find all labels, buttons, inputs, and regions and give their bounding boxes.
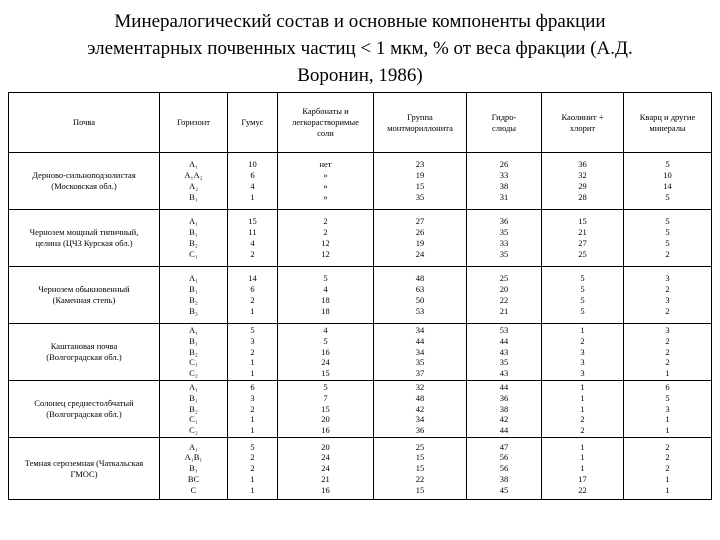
- cell-value: 2: [250, 295, 255, 305]
- cell-value: 2: [580, 414, 585, 425]
- cell-carbonates: [278, 153, 374, 210]
- cell-value: 44: [499, 425, 509, 436]
- cell-kaolinite: [542, 381, 624, 438]
- cell-value: 1: [250, 414, 255, 425]
- cell-horizon: [160, 324, 228, 381]
- cell-value: 11: [248, 227, 257, 238]
- cell-value: 5: [323, 273, 328, 284]
- cell-hydromica: [467, 381, 542, 438]
- cell-kaolinite: [542, 210, 624, 267]
- cell-value: 1: [250, 484, 255, 495]
- cell-humus: [228, 153, 278, 210]
- cell-value: 31: [499, 191, 509, 202]
- cell-value: 38: [499, 403, 509, 414]
- cell-value: 43: [499, 346, 509, 357]
- cell-value: 5: [665, 238, 670, 248]
- cell-value: 53: [415, 305, 425, 316]
- cell-value: 5: [323, 382, 328, 392]
- header-kaolinite: [542, 93, 624, 153]
- cell-value: 1: [665, 425, 670, 436]
- cell-value: 44: [415, 335, 425, 346]
- cell-value: 35: [499, 248, 509, 259]
- cell-value: (Каменная степь): [52, 295, 116, 305]
- cell-value: 1: [580, 325, 585, 335]
- cell-value: 21: [321, 473, 330, 484]
- cell-value: C₁: [189, 248, 198, 259]
- cell-quartz: [624, 153, 712, 210]
- cell-value: 32: [578, 170, 587, 181]
- cell-value: 2: [665, 452, 670, 463]
- cell-kaolinite: [542, 324, 624, 381]
- cell-value: 32: [415, 382, 425, 392]
- cell-value: 26: [499, 159, 509, 170]
- title-line-3: Воронин, 1986): [297, 65, 423, 86]
- cell-value: 2: [250, 463, 255, 474]
- cell-value: 6: [250, 382, 255, 392]
- cell-value: 27: [578, 238, 587, 248]
- cell-value: 1: [665, 414, 670, 425]
- cell-value: 12: [321, 238, 330, 248]
- table-body: [9, 153, 712, 500]
- header-horizon: [160, 93, 228, 153]
- cell-value: 3: [250, 335, 255, 346]
- cell-hydromica: [467, 438, 542, 500]
- cell-value: 48: [415, 273, 425, 284]
- cell-value: C₂: [189, 368, 198, 379]
- cell-value: 43: [499, 368, 509, 379]
- cell-value: 35: [499, 227, 509, 238]
- cell-carbonates: [278, 381, 374, 438]
- header-text: хлорит: [569, 122, 596, 133]
- cell-value: A₁: [188, 441, 199, 452]
- cell-value: 5: [665, 216, 670, 227]
- cell-value: 2: [580, 335, 585, 346]
- cell-value: 21: [499, 305, 509, 316]
- cell-value: 2: [665, 284, 670, 295]
- cell-value: 26: [415, 227, 425, 238]
- cell-value: 15: [415, 463, 425, 474]
- cell-value: 38: [499, 181, 509, 191]
- cell-soil: [9, 153, 160, 210]
- cell-value: (Московская обл.): [51, 181, 117, 191]
- cell-value: 34: [415, 325, 425, 335]
- cell-value: 15: [578, 216, 587, 227]
- header-text: минералы: [649, 122, 686, 133]
- cell-value: 1: [665, 473, 670, 484]
- cell-value: C₁: [189, 357, 198, 368]
- cell-value: 1: [580, 403, 585, 414]
- cell-value: A₁: [188, 216, 199, 227]
- cell-value: BC: [187, 473, 200, 484]
- cell-value: 45: [499, 484, 509, 495]
- cell-value: 15: [415, 181, 425, 191]
- header-text: Гидро-: [491, 111, 517, 122]
- cell-value: B₁: [189, 392, 198, 403]
- cell-horizon: [160, 438, 228, 500]
- cell-value: 56: [499, 463, 509, 474]
- cell-value: A₁A₂: [184, 170, 203, 181]
- cell-value: 3: [665, 403, 670, 414]
- cell-value: 24: [321, 357, 330, 368]
- cell-value: 25: [415, 441, 425, 452]
- cell-value: 56: [499, 452, 509, 463]
- cell-value: 2: [665, 463, 670, 474]
- cell-carbonates: [278, 438, 374, 500]
- header-text: Горизонт: [176, 117, 211, 128]
- cell-value: 2: [665, 441, 670, 452]
- cell-value: 2: [323, 216, 328, 227]
- header-hydromica: [467, 93, 542, 153]
- cell-value: A₁: [188, 382, 199, 392]
- cell-value: 7: [323, 392, 328, 403]
- cell-soil: [9, 381, 160, 438]
- cell-value: B₁: [189, 335, 198, 346]
- table-row: [9, 153, 712, 210]
- cell-value: 3: [665, 325, 670, 335]
- cell-value: 44: [499, 335, 509, 346]
- header-text: Группа: [407, 111, 433, 122]
- cell-montmorillonite: [374, 381, 467, 438]
- cell-value: 1: [250, 368, 255, 379]
- cell-quartz: [624, 381, 712, 438]
- cell-value: 34: [415, 346, 425, 357]
- cell-kaolinite: [542, 153, 624, 210]
- cell-value: 10: [248, 159, 257, 170]
- cell-value: 48: [415, 392, 425, 403]
- cell-value: C₁: [189, 414, 198, 425]
- cell-value: 5: [580, 305, 585, 316]
- cell-value: 19: [415, 238, 425, 248]
- cell-value: 23: [415, 159, 425, 170]
- cell-value: 47: [499, 441, 509, 452]
- cell-value: A₁: [188, 159, 199, 170]
- cell-value: Дерново-сильноподзолистая: [32, 170, 136, 181]
- cell-value: 5: [250, 441, 255, 452]
- cell-montmorillonite: [374, 210, 467, 267]
- cell-value: A₁B₁: [184, 452, 203, 463]
- cell-value: 3: [580, 368, 585, 379]
- cell-value: 1: [580, 392, 585, 403]
- cell-value: (Волгоградская обл.): [46, 352, 122, 362]
- header-text: слюды: [492, 122, 516, 133]
- cell-value: 36: [499, 392, 509, 403]
- cell-value: B₂: [189, 295, 198, 305]
- header-text: соли: [317, 127, 334, 138]
- cell-value: 20: [321, 414, 330, 425]
- table-row: [9, 324, 712, 381]
- cell-value: 24: [321, 452, 330, 463]
- cell-value: 16: [321, 425, 330, 436]
- cell-value: B₂: [189, 403, 198, 414]
- cell-value: 33: [499, 238, 509, 248]
- cell-value: 1: [250, 191, 255, 202]
- cell-value: 15: [248, 216, 257, 227]
- cell-value: A₂: [188, 181, 199, 191]
- cell-value: 15: [321, 403, 330, 414]
- cell-value: 27: [415, 216, 425, 227]
- mineral-composition-table: [8, 92, 712, 500]
- cell-value: 5: [580, 273, 585, 284]
- cell-value: C₂: [189, 425, 198, 436]
- cell-carbonates: [278, 267, 374, 324]
- cell-quartz: [624, 438, 712, 500]
- cell-value: 1: [580, 382, 585, 392]
- cell-horizon: [160, 210, 228, 267]
- cell-value: »: [323, 170, 328, 181]
- cell-value: 1: [580, 441, 585, 452]
- table-row: [9, 438, 712, 500]
- cell-value: 1: [665, 484, 670, 495]
- cell-value: 35: [415, 191, 425, 202]
- cell-value: A₁: [188, 325, 199, 335]
- cell-value: 3: [580, 346, 585, 357]
- cell-value: 2: [665, 346, 670, 357]
- cell-kaolinite: [542, 267, 624, 324]
- cell-value: Чернозем мощный типичный,: [29, 227, 139, 238]
- cell-value: 16: [321, 346, 330, 357]
- cell-value: Чернозем обыкновенный: [38, 284, 130, 295]
- cell-humus: [228, 210, 278, 267]
- cell-value: C: [190, 484, 197, 495]
- cell-value: Темная сероземная (Чаткальская: [24, 457, 144, 468]
- cell-value: 1: [250, 425, 255, 436]
- cell-value: 12: [321, 248, 330, 259]
- cell-value: 38: [499, 473, 509, 484]
- cell-humus: [228, 381, 278, 438]
- header-text: Гумус: [241, 117, 264, 128]
- cell-montmorillonite: [374, 438, 467, 500]
- cell-value: 6: [250, 284, 255, 295]
- cell-humus: [228, 267, 278, 324]
- cell-value: 37: [415, 368, 425, 379]
- cell-humus: [228, 324, 278, 381]
- cell-value: 21: [578, 227, 587, 238]
- cell-value: 2: [665, 305, 670, 316]
- cell-value: 29: [578, 181, 587, 191]
- cell-value: 42: [415, 403, 425, 414]
- cell-value: 24: [321, 463, 330, 474]
- cell-value: 15: [415, 484, 425, 495]
- title-line-2: элементарных почвенных частиц < 1 мкм, % от веса фракции (А.Д.: [87, 38, 633, 59]
- cell-value: 5: [665, 159, 670, 170]
- cell-value: 5: [665, 191, 670, 202]
- table-title: [40, 8, 680, 89]
- cell-value: 28: [578, 191, 587, 202]
- cell-value: 4: [250, 238, 255, 248]
- cell-value: (Волгоградская обл.): [46, 409, 122, 419]
- cell-soil: [9, 438, 160, 500]
- cell-value: 22: [415, 473, 425, 484]
- cell-montmorillonite: [374, 267, 467, 324]
- table-row: [9, 381, 712, 438]
- header-text: Кварц и другие: [639, 111, 696, 122]
- cell-value: 1: [250, 305, 255, 316]
- cell-value: 33: [499, 170, 509, 181]
- header-text: легкорастворимые: [292, 117, 359, 128]
- cell-value: 5: [580, 284, 585, 295]
- cell-horizon: [160, 153, 228, 210]
- cell-value: 3: [665, 273, 670, 284]
- cell-value: 15: [321, 368, 330, 379]
- cell-value: Каштановая почва: [50, 341, 118, 352]
- cell-soil: [9, 210, 160, 267]
- cell-value: 50: [415, 295, 425, 305]
- header-quartz: [624, 93, 712, 153]
- cell-value: 36: [415, 425, 425, 436]
- header-soil: [9, 93, 160, 153]
- header-text: Каолинит +: [561, 111, 604, 122]
- cell-value: 2: [665, 248, 670, 259]
- table-row: [9, 267, 712, 324]
- cell-value: 1: [580, 463, 585, 474]
- cell-value: 15: [415, 452, 425, 463]
- header-carbonates: [278, 93, 374, 153]
- cell-value: B₃: [189, 305, 198, 316]
- table-row: [9, 210, 712, 267]
- cell-value: 2: [323, 227, 328, 238]
- cell-value: 6: [250, 170, 255, 181]
- cell-value: 3: [665, 295, 670, 305]
- cell-hydromica: [467, 153, 542, 210]
- cell-hydromica: [467, 324, 542, 381]
- cell-value: нет: [319, 159, 332, 170]
- cell-value: 22: [578, 484, 587, 495]
- cell-value: 3: [250, 392, 255, 403]
- header-row: [9, 93, 712, 153]
- cell-value: 18: [321, 305, 330, 316]
- cell-value: 35: [415, 357, 425, 368]
- header-humus: [228, 93, 278, 153]
- cell-horizon: [160, 267, 228, 324]
- cell-value: 2: [250, 452, 255, 463]
- cell-horizon: [160, 381, 228, 438]
- cell-value: Солонец среднестолбчатый: [34, 398, 134, 409]
- cell-value: 5: [665, 392, 670, 403]
- cell-value: 2: [250, 346, 255, 357]
- cell-value: 1: [250, 357, 255, 368]
- cell-humus: [228, 438, 278, 500]
- header-text: монтмориллонита: [387, 122, 453, 133]
- cell-value: 53: [499, 325, 509, 335]
- cell-value: 2: [250, 403, 255, 414]
- cell-value: 36: [578, 159, 587, 170]
- cell-value: 10: [663, 170, 672, 181]
- cell-value: B₁: [189, 284, 198, 295]
- cell-quartz: [624, 324, 712, 381]
- cell-value: 35: [499, 357, 509, 368]
- cell-soil: [9, 324, 160, 381]
- cell-montmorillonite: [374, 324, 467, 381]
- cell-value: 3: [580, 357, 585, 368]
- cell-value: 1: [250, 473, 255, 484]
- cell-value: 36: [499, 216, 509, 227]
- cell-value: 4: [250, 181, 255, 191]
- cell-value: 2: [665, 335, 670, 346]
- cell-value: B₁: [189, 463, 198, 474]
- cell-value: 16: [321, 484, 330, 495]
- cell-value: 14: [663, 181, 672, 191]
- cell-value: 63: [415, 284, 425, 295]
- cell-value: 2: [580, 425, 585, 436]
- header-text: Почва: [72, 117, 96, 128]
- cell-value: B₂: [189, 346, 198, 357]
- cell-value: 20: [499, 284, 509, 295]
- cell-value: 24: [415, 248, 425, 259]
- cell-value: 25: [499, 273, 509, 284]
- cell-value: 14: [248, 273, 257, 284]
- cell-quartz: [624, 267, 712, 324]
- cell-value: A₁: [188, 273, 199, 284]
- header-text: Карбонаты и: [302, 106, 349, 117]
- cell-value: 22: [499, 295, 509, 305]
- cell-value: 5: [580, 295, 585, 305]
- cell-kaolinite: [542, 438, 624, 500]
- cell-carbonates: [278, 210, 374, 267]
- cell-carbonates: [278, 324, 374, 381]
- cell-value: 25: [578, 248, 587, 259]
- cell-value: 1: [580, 452, 585, 463]
- cell-value: 44: [499, 382, 509, 392]
- cell-value: B₁: [189, 191, 198, 202]
- cell-soil: [9, 267, 160, 324]
- cell-value: »: [323, 181, 328, 191]
- cell-value: 20: [321, 441, 330, 452]
- cell-value: 5: [250, 325, 255, 335]
- cell-value: 6: [665, 382, 670, 392]
- cell-value: 4: [323, 325, 328, 335]
- cell-value: 5: [665, 227, 670, 238]
- cell-hydromica: [467, 210, 542, 267]
- cell-value: 18: [321, 295, 330, 305]
- cell-value: B₁: [189, 227, 198, 238]
- header-montmorillonite: [374, 93, 467, 153]
- cell-value: 2: [250, 248, 255, 259]
- cell-value: 4: [323, 284, 328, 295]
- cell-value: целина (ЦЧЗ Курская обл.): [35, 238, 133, 248]
- title-line-1: Минералогический состав и основные компоненты фракции: [114, 11, 606, 32]
- cell-quartz: [624, 210, 712, 267]
- cell-hydromica: [467, 267, 542, 324]
- cell-value: 1: [665, 368, 670, 379]
- cell-value: 5: [323, 335, 328, 346]
- cell-value: 42: [499, 414, 509, 425]
- cell-value: B₂: [189, 238, 198, 248]
- cell-montmorillonite: [374, 153, 467, 210]
- cell-value: 17: [578, 473, 587, 484]
- cell-value: ГМОС): [70, 468, 98, 479]
- cell-value: 2: [665, 357, 670, 368]
- cell-value: 19: [415, 170, 425, 181]
- cell-value: »: [323, 191, 328, 202]
- cell-value: 34: [415, 414, 425, 425]
